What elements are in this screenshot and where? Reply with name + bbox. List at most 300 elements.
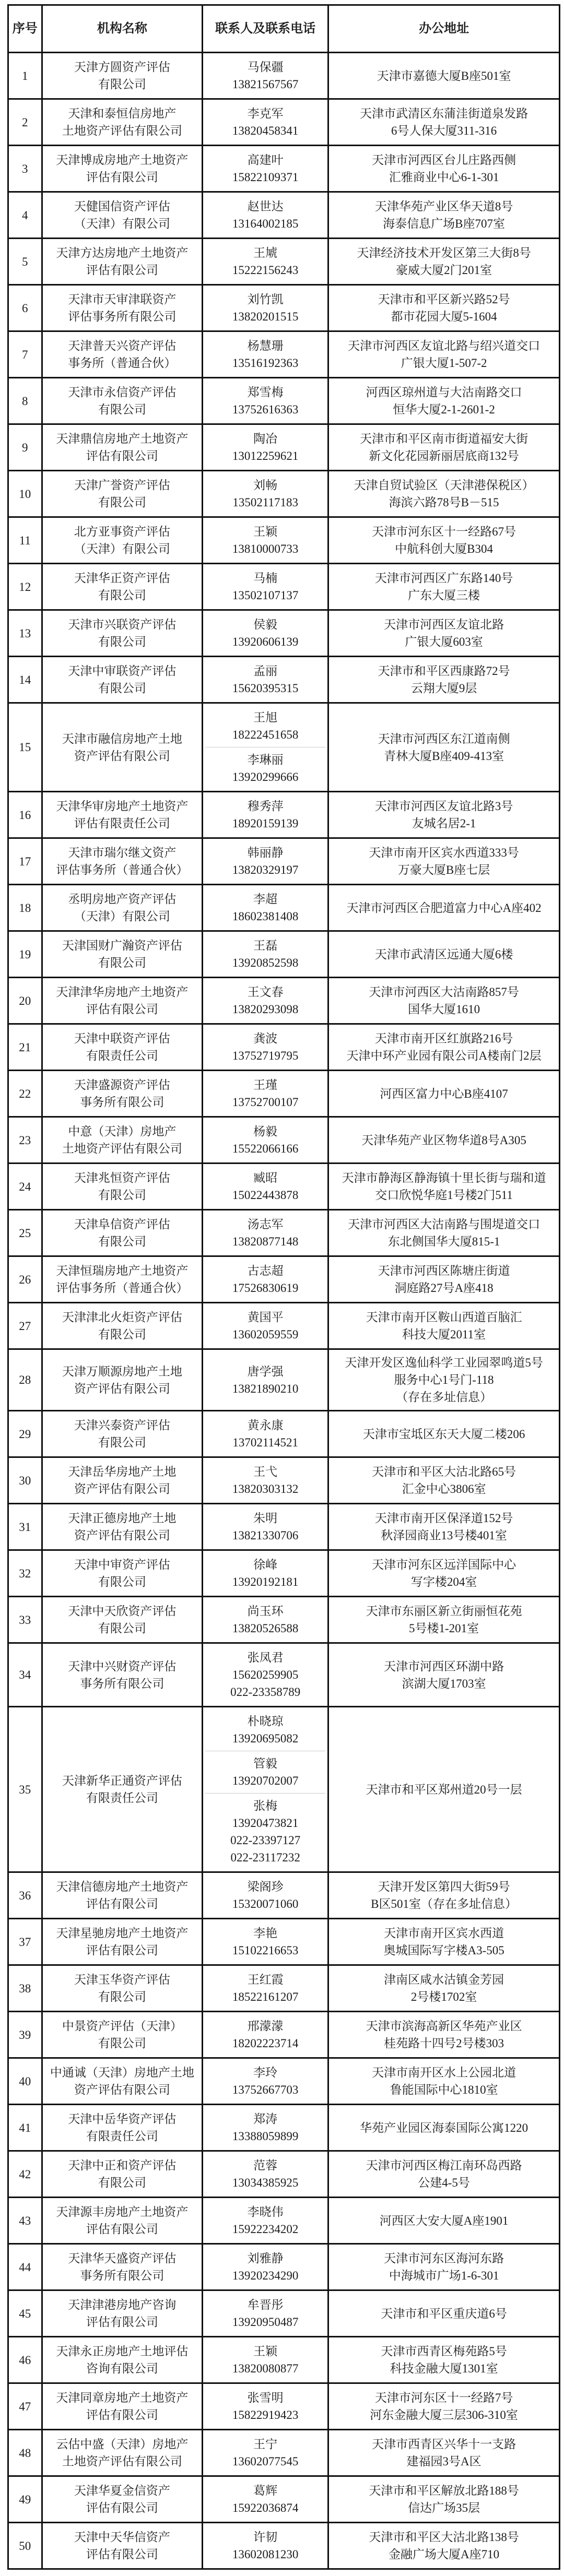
contact-name: 龚波 (253, 1032, 278, 1045)
agency-name-line: 天津华天盛资产评估 (68, 2252, 177, 2265)
cell-agency-name (42, 1919, 203, 1965)
agency-name-line: 有限公司 (98, 2176, 146, 2189)
agency-name-line: 有限公司 (98, 1189, 146, 1202)
agency-name-line: 天津恒瑞房地产土地资产 (56, 1264, 189, 1277)
contact-phone: 13920606139 (232, 635, 299, 648)
address-line: 云翔大厦9层 (410, 682, 477, 695)
address-line: 天津市和平区西康路72号 (378, 664, 510, 678)
cell-row-number: 35 (8, 1707, 42, 1872)
agency-name-line: 资产评估有限公司 (74, 1482, 170, 1495)
agency-name-line: 天津鼎信房地产土地资产 (56, 432, 189, 445)
agency-name-line: 天津岳华房地产土地 (68, 1465, 177, 1478)
agency-name-line: 北方亚事资产评估 (74, 525, 170, 538)
contact-name: 侯毅 (253, 618, 278, 631)
cell-agency-name (42, 99, 203, 146)
agency-name-line: 天津广誉资产评估 (74, 479, 170, 492)
contact-group (205, 615, 325, 651)
cell-contact (203, 285, 328, 331)
agency-name-line: 有限责任公司 (86, 1791, 158, 1805)
table-row (8, 239, 560, 285)
cell-office-address (328, 2244, 560, 2290)
contact-phone: 022-23358789 (230, 1685, 301, 1699)
contact-phone: 13602077545 (232, 2455, 299, 2468)
agency-name-line: 评估有限公司 (86, 2501, 158, 2514)
contact-phone: 13516192363 (232, 357, 299, 370)
cell-office-address (328, 2151, 560, 2198)
table-row (8, 885, 560, 931)
cell-agency-name (42, 1872, 203, 1919)
cell-contact (203, 2430, 328, 2476)
address-line: 天津市武清区东蒲洼街道泉发路 (360, 107, 528, 120)
contact-phone: 13920950487 (232, 2316, 299, 2329)
cell-office-address (328, 471, 560, 517)
cell-row-number: 11 (8, 517, 42, 564)
address-line: 天津市河东区十一经路7号 (374, 2391, 513, 2404)
contact-phone: 13388059899 (232, 2130, 299, 2143)
table-row (8, 657, 560, 703)
cell-office-address (328, 1643, 560, 1707)
address-line: 天津市南开区宾水西道 (384, 1927, 504, 1940)
agency-name-line: 有限公司 (98, 1436, 146, 1449)
contact-name: 王颖 (253, 525, 278, 538)
table-row (8, 1457, 560, 1504)
cell-office-address (328, 192, 560, 239)
contact-name: 穆秀萍 (247, 800, 284, 813)
cell-office-address (328, 53, 560, 99)
cell-contact (203, 1872, 328, 1919)
address-line: 海滨六路78号B－515 (389, 496, 499, 509)
cell-agency-name (42, 1707, 203, 1872)
contact-name: 马保疆 (247, 61, 284, 74)
agency-table (7, 4, 560, 2570)
agency-name-line: 天津中审联资产评估 (68, 664, 177, 678)
address-line: 天津市河西区友谊北路 (384, 618, 504, 631)
cell-row-number: 42 (8, 2151, 42, 2198)
contact-group (205, 1712, 325, 1748)
contact-phone: 15620259905 (232, 1668, 299, 1681)
contact-group (205, 1075, 325, 1112)
agency-name-line: 评估有限公司 (86, 1944, 158, 1957)
cell-agency-name (42, 1965, 203, 2012)
table-row (8, 1919, 560, 1965)
address-line: 天津市和平区重庆道6号 (381, 2307, 507, 2320)
cell-contact (203, 1457, 328, 1504)
agency-name-line: 天津盛源资产评估 (74, 1078, 170, 1091)
address-line: 河东金融大厦三层306-310室 (370, 2408, 518, 2421)
contact-group (205, 1601, 325, 1638)
address-line: 华苑产业园区海泰国际公寓1220 (360, 2121, 528, 2134)
table-row (8, 2151, 560, 2198)
cell-agency-name (42, 239, 203, 285)
cell-row-number: 6 (8, 285, 42, 331)
cell-row-number: 34 (8, 1643, 42, 1707)
cell-contact (203, 2198, 328, 2244)
address-line: 汇金中心3806室 (402, 1482, 486, 1495)
agency-name-line: 有限公司 (98, 589, 146, 602)
cell-agency-name (42, 1024, 203, 1071)
cell-row-number: 18 (8, 885, 42, 931)
address-line: 天津自贸试验区（天津港保税区） (354, 479, 534, 492)
cell-contact (203, 1210, 328, 1256)
cell-office-address (328, 2430, 560, 2476)
contact-name: 郑涛 (253, 2112, 278, 2126)
cell-contact (203, 1550, 328, 1597)
header-row (8, 5, 560, 53)
contact-group (205, 522, 325, 559)
agency-name-line: 事务所有限公司 (80, 2269, 164, 2282)
contact-group (205, 2249, 325, 2285)
contact-name: 王文春 (247, 986, 284, 999)
cell-contact (203, 838, 328, 885)
cell-agency-name (42, 53, 203, 99)
table-row (8, 1597, 560, 1643)
contact-phone: 15320071060 (232, 1897, 299, 1910)
cell-office-address (328, 1504, 560, 1550)
address-line: 鲁能国际中心1810室 (390, 2083, 498, 2096)
cell-row-number: 17 (8, 838, 42, 885)
table-body (8, 53, 560, 2569)
contact-group (205, 1793, 325, 1867)
cell-row-number: 23 (8, 1117, 42, 1164)
cell-row-number: 24 (8, 1164, 42, 1210)
table-row (8, 2244, 560, 2290)
cell-office-address (328, 2383, 560, 2430)
cell-agency-name (42, 2476, 203, 2523)
agency-name-line: 天津中天欣资产评估 (68, 1605, 177, 1618)
address-line: 桂苑路十四号2号楼303 (384, 2037, 504, 2050)
cell-contact (203, 471, 328, 517)
cell-agency-name (42, 885, 203, 931)
cell-contact (203, 2523, 328, 2569)
agency-name-line: 评估有限公司 (86, 2223, 158, 2236)
address-line: 天津市河西区合肥道富力中心A座402 (346, 901, 542, 915)
address-line: 天津市西青区梅苑路5号 (381, 2345, 507, 2358)
agency-name-line: 有限公司 (98, 1235, 146, 1248)
address-line: 公建4-5号 (418, 2176, 470, 2189)
cell-contact (203, 2105, 328, 2151)
table-row (8, 1256, 560, 1303)
agency-name-line: 土地资产评估有限公司 (62, 2455, 182, 2468)
cell-contact (203, 1597, 328, 1643)
address-line: 天津开发区逸仙科学工业园翠鸣道5号 (345, 1356, 543, 1369)
cell-agency-name (42, 1411, 203, 1457)
contact-name: 尚玉环 (247, 1605, 284, 1618)
table-row (8, 53, 560, 99)
contact-name: 王磊 (253, 939, 278, 952)
cell-office-address (328, 1457, 560, 1504)
table-row (8, 703, 560, 792)
address-line: 广银大厦1-507-2 (401, 357, 487, 370)
address-line: 天津市和平区新兴路52号 (378, 293, 510, 306)
cell-office-address (328, 331, 560, 378)
cell-contact (203, 378, 328, 424)
agency-name-line: 天津市天审津联资产 (68, 293, 177, 306)
contact-phone: 13502117183 (232, 496, 298, 509)
agency-name-line: 天津中兴财资产评估 (68, 1659, 177, 1673)
cell-contact (203, 192, 328, 239)
agency-name-line: 有限公司 (98, 1622, 146, 1635)
contact-group (205, 1416, 325, 1452)
cell-office-address (328, 378, 560, 424)
cell-agency-name (42, 2012, 203, 2058)
cell-office-address (328, 1707, 560, 1872)
address-line: 恒华大厦2-1-2601-2 (393, 403, 495, 416)
contact-name: 王弋 (253, 1465, 278, 1478)
agency-name-line: 天津津港房地产咨询 (68, 2298, 177, 2311)
contact-group (205, 797, 325, 833)
address-line: 天津市河西区台儿庄路西侧 (372, 153, 516, 167)
agency-name-line: 天津市兴联资产评估 (68, 618, 177, 631)
cell-row-number: 3 (8, 146, 42, 192)
contact-name: 朱明 (253, 1512, 278, 1525)
agency-name-line: 资产评估有限公司 (74, 1382, 170, 1395)
cell-contact (203, 53, 328, 99)
contact-group (205, 150, 325, 187)
cell-office-address (328, 885, 560, 931)
cell-contact (203, 1707, 328, 1872)
agency-name-line: 天津同章房地产土地资产 (56, 2391, 189, 2404)
table-row (8, 424, 560, 471)
address-line: （存在多址信息） (396, 1391, 492, 1404)
cell-row-number: 33 (8, 1597, 42, 1643)
agency-name-line: 评估事务所（普通合伙） (56, 1281, 189, 1295)
cell-contact (203, 146, 328, 192)
table-row (8, 2198, 560, 2244)
contact-group (205, 661, 325, 698)
address-line: 2号楼1702室 (410, 1990, 477, 2003)
cell-row-number: 41 (8, 2105, 42, 2151)
table-row (8, 1643, 560, 1707)
contact-name: 陶冶 (253, 432, 278, 445)
cell-contact (203, 331, 328, 378)
contact-phone: 15102216653 (232, 1944, 299, 1957)
agency-name-line: （天津）有限公司 (74, 542, 170, 555)
contact-phone: 15822919423 (232, 2408, 299, 2421)
cell-agency-name (42, 1457, 203, 1504)
contact-name: 刘畅 (253, 479, 278, 492)
cell-row-number: 26 (8, 1256, 42, 1303)
cell-contact (203, 2012, 328, 2058)
address-line: 天津市河西区东江道南侧 (378, 732, 510, 745)
cell-contact (203, 1164, 328, 1210)
cell-row-number: 45 (8, 2290, 42, 2337)
address-line: 天津市和平区大沽北路138号 (369, 2531, 519, 2544)
agency-name-line: 天津正德房地产土地 (68, 1512, 177, 1525)
contact-group (205, 383, 325, 419)
address-line: 天津市河东区海河东路 (384, 2252, 504, 2265)
cell-row-number: 22 (8, 1071, 42, 1117)
address-line: 奥城国际写字楼A3-505 (383, 1944, 504, 1957)
contact-phone: 13502107137 (232, 589, 299, 602)
table-row (8, 610, 560, 657)
contact-group (205, 1462, 325, 1499)
cell-office-address (328, 239, 560, 285)
agency-name-line: 土地资产评估有限公司 (62, 1142, 182, 1155)
agency-name-line: 评估有限公司 (86, 2316, 158, 2329)
address-line: 天津市宝坻区东天大厦二楼206 (362, 1427, 525, 1441)
contact-name: 张梅 (253, 1799, 278, 1812)
cell-agency-name (42, 2151, 203, 2198)
cell-row-number: 50 (8, 2523, 42, 2569)
contact-name: 王红霞 (247, 1973, 284, 1986)
agency-name-line: 天津普天兴资产评估 (68, 339, 177, 352)
contact-group (205, 1877, 325, 1914)
agency-name-line: 天津新华正通资产评估 (62, 1774, 182, 1787)
address-line: 广银大厦603室 (405, 635, 483, 648)
agency-name-line: 天津玉华资产评估 (74, 1973, 170, 1986)
contact-name: 李玲 (253, 2066, 278, 2079)
address-line: 写字楼204室 (410, 1575, 477, 1588)
address-line: 信达广场35层 (408, 2501, 480, 2514)
contact-phone: 13821330706 (232, 1529, 299, 1542)
contact-name: 刘竹凯 (247, 293, 284, 306)
agency-name-line: 中通诚（天津）房地产土地 (50, 2066, 194, 2079)
cell-contact (203, 2337, 328, 2383)
contact-group (205, 2202, 325, 2239)
table-row (8, 99, 560, 146)
contact-name: 黄国平 (247, 1311, 284, 1324)
contact-name: 孟丽 (253, 664, 278, 678)
cell-contact (203, 1919, 328, 1965)
agency-name-line: 天津和泰恒信房地产 (68, 107, 177, 120)
address-line: 汇雅商业中心6-1-301 (389, 171, 499, 184)
cell-agency-name (42, 931, 203, 978)
cell-office-address (328, 1117, 560, 1164)
cell-row-number: 19 (8, 931, 42, 978)
agency-name-line: 评估有限公司 (86, 264, 158, 277)
address-line: 新文化花园新丽居底商132号 (369, 449, 519, 462)
table-row (8, 978, 560, 1024)
cell-office-address (328, 1349, 560, 1411)
table-row (8, 471, 560, 517)
contact-name: 马楠 (253, 572, 278, 585)
contact-phone: 13012259621 (232, 449, 299, 462)
contact-group (205, 290, 325, 326)
address-line: 天津市南开区红旗路216号 (374, 1032, 513, 1045)
agency-name-line: 天津兴泰资产评估 (74, 1419, 170, 1432)
cell-agency-name (42, 703, 203, 792)
cell-agency-name (42, 1349, 203, 1411)
contact-group (205, 2342, 325, 2378)
agency-name-line: 天津博成房地产土地资产 (56, 153, 189, 167)
table-row (8, 2290, 560, 2337)
table-row (8, 1117, 560, 1164)
cell-office-address (328, 1164, 560, 1210)
address-line: 天津市河西区广东路140号 (374, 572, 513, 585)
contact-group (205, 1362, 325, 1398)
contact-phone: 13164002185 (232, 217, 299, 230)
contact-phone: 13920702007 (232, 1774, 299, 1787)
agency-name-line: 丞明房地产资产评估 (68, 893, 177, 906)
address-line: 广东大厦三楼 (408, 589, 480, 602)
cell-agency-name (42, 2105, 203, 2151)
address-line: B区501室（存在多址信息） (371, 1897, 518, 1910)
agency-name-line: 有限公司 (98, 635, 146, 648)
contact-phone: 13820293098 (232, 1003, 299, 1016)
agency-name-line: 天津方达房地产土地资产 (56, 246, 189, 259)
contact-group (205, 843, 325, 880)
agency-name-line: 天津中联资产评估 (74, 1032, 170, 1045)
cell-contact (203, 1349, 328, 1411)
cell-agency-name (42, 2523, 203, 2569)
cell-agency-name (42, 2198, 203, 2244)
cell-office-address (328, 1965, 560, 2012)
cell-row-number: 13 (8, 610, 42, 657)
contact-name: 杨毅 (253, 1125, 278, 1138)
cell-agency-name (42, 2244, 203, 2290)
contact-phone: 15922036874 (232, 2501, 299, 2514)
address-line: 中航科创大厦B304 (395, 542, 494, 555)
agency-name-line: 有限公司 (98, 682, 146, 695)
cell-contact (203, 2244, 328, 2290)
contact-group (205, 1029, 325, 1065)
table-header (8, 5, 560, 53)
contact-phone: 15822109371 (232, 171, 299, 184)
address-line: 天津市东丽区新立街丽恒花苑 (366, 1605, 522, 1618)
contact-phone: 15022443878 (232, 1189, 299, 1202)
address-line: 服务中心1号门-118 (394, 1373, 494, 1386)
cell-row-number: 44 (8, 2244, 42, 2290)
cell-agency-name (42, 792, 203, 838)
address-line: 青林大厦B座409-413室 (384, 749, 504, 763)
agency-name-line: 天津华夏金信资产 (74, 2484, 170, 2497)
contact-phone: 13820877148 (232, 1235, 299, 1248)
cell-agency-name (42, 1597, 203, 1643)
cell-row-number: 49 (8, 2476, 42, 2523)
address-line: 天津市南开区鞍山西道百脑汇 (366, 1311, 522, 1324)
address-line: 天津市河东区十一经路67号 (372, 525, 516, 538)
agency-name-line: 评估有限公司 (86, 171, 158, 184)
agency-name-line: 资产评估有限公司 (74, 1529, 170, 1542)
agency-name-line: 天津华审房地产土地资产 (56, 800, 189, 813)
contact-group (205, 1970, 325, 2007)
address-line: 6号人保大厦311-316 (391, 124, 497, 137)
contact-group (205, 2435, 325, 2471)
cell-row-number: 14 (8, 657, 42, 703)
cell-office-address (328, 1024, 560, 1071)
address-line: 天津市河西区陈塘庄街道 (378, 1264, 510, 1277)
contact-name: 臧昭 (253, 1171, 278, 1184)
contact-phone: 13820303132 (232, 1482, 299, 1495)
agency-name-line: 评估有限公司 (86, 1897, 158, 1910)
contact-group (205, 1509, 325, 1545)
contact-group (205, 1308, 325, 1344)
agency-name-line: 评估事务所（普通合伙） (56, 863, 189, 876)
address-line: 海泰信息广场B座707室 (383, 217, 506, 230)
table-row (8, 1164, 560, 1210)
address-line: 河西区琼州道与大沽南路交口 (366, 386, 522, 399)
cell-contact (203, 2383, 328, 2430)
cell-office-address (328, 424, 560, 471)
address-line: 天津市河西区大沽南路与围堤道交口 (348, 1218, 540, 1231)
cell-contact (203, 1024, 328, 1071)
cell-agency-name (42, 1164, 203, 1210)
contact-name: 唐学强 (247, 1364, 284, 1378)
cell-agency-name (42, 1303, 203, 1349)
cell-office-address (328, 2198, 560, 2244)
cell-row-number: 29 (8, 1411, 42, 1457)
cell-row-number: 12 (8, 564, 42, 610)
contact-name: 张凤君 (247, 1651, 284, 1664)
contact-group (205, 936, 325, 972)
contact-phone: 13920299666 (232, 770, 299, 784)
address-line: 河西区大安大厦A座1901 (379, 2214, 509, 2227)
agency-name-line: 评估有限责任公司 (74, 817, 170, 830)
agency-name-line: 有限公司 (98, 2037, 146, 2050)
contact-group (205, 2527, 325, 2564)
address-line: 天津市西青区兴华十一支路 (372, 2438, 516, 2451)
contact-name: 杨慧珊 (247, 339, 284, 352)
